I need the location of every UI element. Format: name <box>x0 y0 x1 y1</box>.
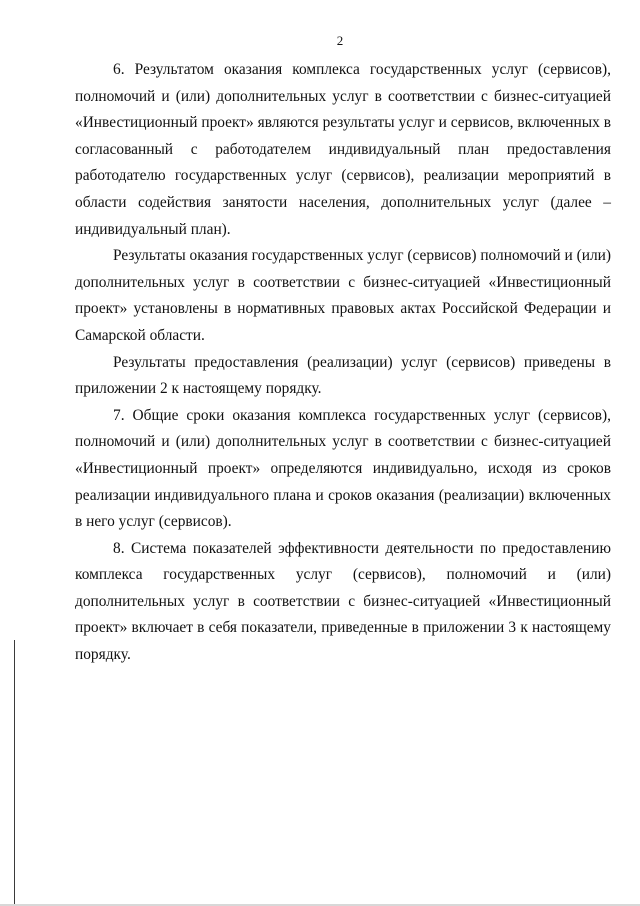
paragraph-6-results: 6. Результатом оказания комплекса государственных услуг (сервисов), полномочий и (или) дополнительных услуг в соответствии с бизнес-ситуацией «Инвестиционный проект» являются результаты услуг и сервисов, включенных в согласованный с работодателем индивидуальный план предоставления работодателю государственных услуг (сервисов), реализации мероприятий в области содействия занятости населения, дополнительных услуг (далее – индивидуальный план). <box>75 61 611 238</box>
scan-edge-line <box>14 640 15 906</box>
paragraph-7-terms: 7. Общие сроки оказания комплекса государственных услуг (сервисов), полномочий и (или) дополнительных услуг в соответствии с бизнес-ситуацией «Инвестиционный проект» определяются индивидуально, исходя из сроков реализации индивидуального плана и сроков оказания (реализации) включенных в него услуг (сервисов). <box>75 406 611 531</box>
document-body <box>75 57 611 669</box>
page-number: 2 <box>336 33 344 48</box>
paragraph-results-established: Результаты оказания государственных услуг (сервисов) полномочий и (или) дополнительных услуг в соответствии с бизнес-ситуацией «Инвестиционный проект» установлены в нормативных правовых актах Российской Федерации и Самарской области. <box>75 247 611 344</box>
paragraph-8-indicators: 8. Система показателей эффективности деятельности по предоставлению комплекса государственных услуг (сервисов), полномочий и (или) дополнительных услуг в соответствии с бизнес-ситуацией «Инвестиционный проект» включает в себя показатели, приведенные в приложении 3 к настоящему порядку. <box>75 539 611 664</box>
paragraph-results-appendix-2: Результаты предоставления (реализации) услуг (сервисов) приведены в приложении 2 к настоящему порядку. <box>75 353 611 398</box>
